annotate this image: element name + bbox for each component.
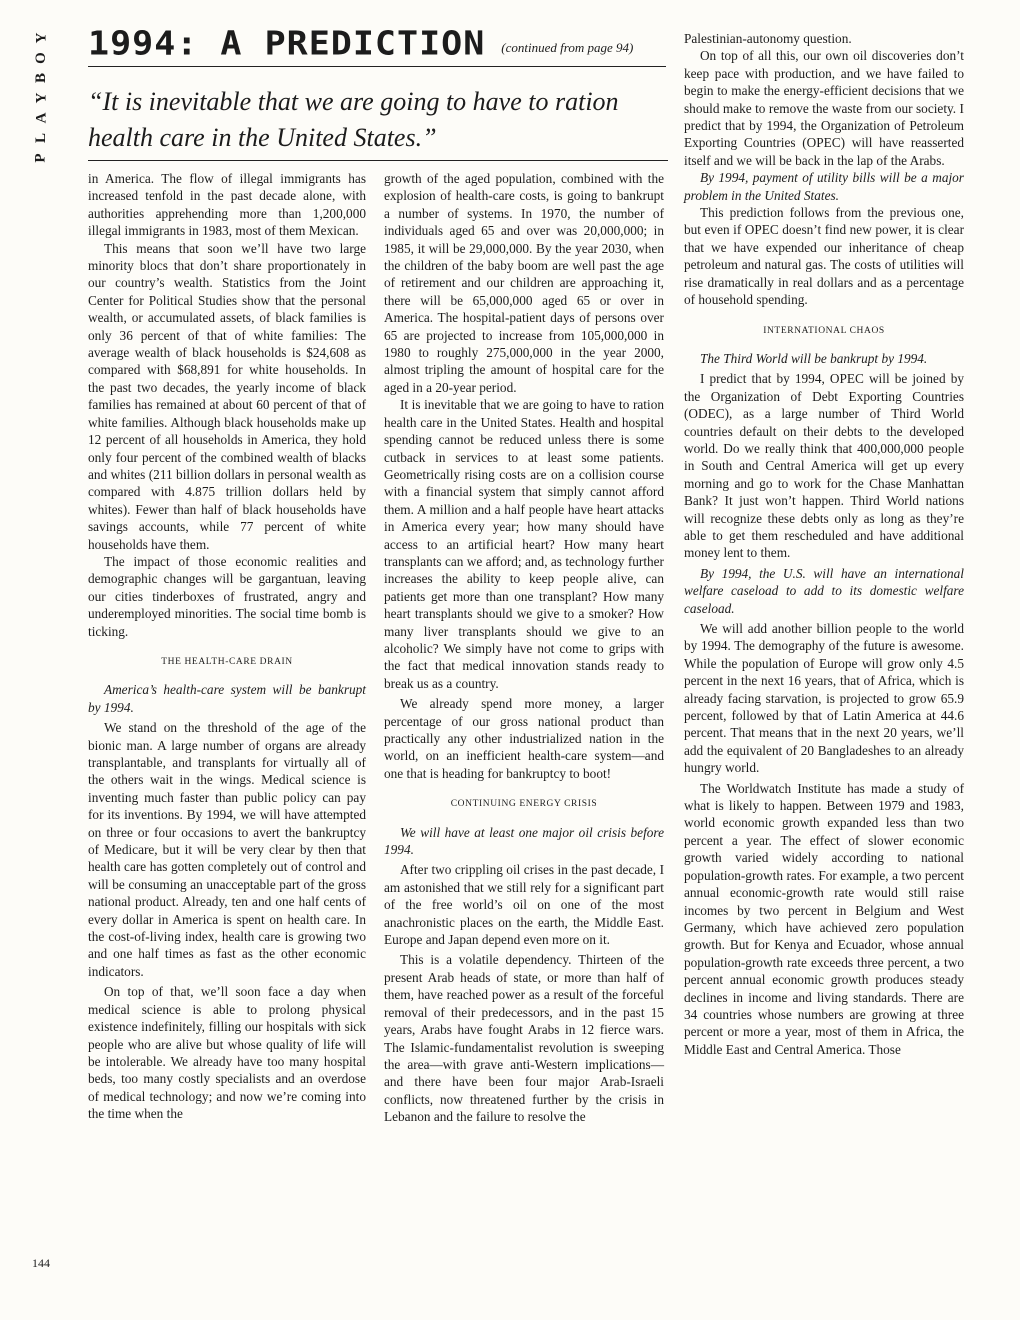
column-3 [684, 30, 964, 1058]
page-number: 144 [32, 1256, 50, 1270]
paragraph: The impact of those economic realities and demographic changes will be gargantuan, leaving our cities tinderboxes of frustrated, angry and underemployed minorities. The social time bomb is ticking. [88, 553, 366, 639]
paragraph: After two crippling oil crises in the past decade, I am astonished that we still rely for a significant part of the free world’s oil on one of the most anachronistic places on the earth, the Middle East. Europe and Japan depend even more on it. [384, 862, 664, 948]
prediction-statement: The Third World will be bankrupt by 1994. [699, 350, 928, 366]
prediction-statement: By 1994, the U.S. will have an international welfare caseload to add to its domestic welfare caseload. [684, 565, 964, 616]
paragraph: On top of all this, our own oil discoveries don’t keep pace with production, and we have failed to begin to make the energy-efficient decisions that we should make to remove the waste from our society. I predict that by 1994, the Organization of Petroleum Exporting Countries (OPEC) will have reasserted itself and we will be back in the lap of the Arabs. [684, 48, 964, 168]
divider [88, 160, 668, 161]
paragraph: On top of that, we’ll soon face a day when medical science is able to prolong physical existence indefinitely, filling our hospitals with sick people who are alive but whose quality of life will be intolerable. We already have too many hospital beds, too many costly specialists and an overdose of medical technology; and now we’re coming into the time when the [88, 984, 366, 1122]
paragraph: The Worldwatch Institute has made a study of what is likely to happen. Between 1979 and 1983, world economic growth expanded less than two percent a year. The effect of slower economic growth varied widely according to national population-growth rates. For example, a two percent annual economic-growth rate would still raise incomes by two percent in Belgium and West Germany, which have achieved zero population growth. But for Kenya and Ecuador, whose annual population-growth rate exceeds three percent, a two percent annual economic growth produces steady declines in income and living standards. There are 34 countries whose numbers are growing at three percent or more a year, most of them in Africa, the Middle East and Central America. Those [684, 780, 964, 1057]
magazine-letter: L [32, 132, 49, 144]
paragraph: We already spend more money, a larger percentage of our gross national product than practically any other industrialized nation in the world, on an inefficient health-care system—and one that is heading for bankruptcy to boot! [384, 696, 664, 781]
paragraph: We will add another billion people to the world by 1994. The demography of the future is awesome. While the population of Europe will grow only 4.5 percent in the next 16 years, that of Africa, which is already facing starvation, is projected to grow 65.9 percent, followed by that of Latin America at 44.6 percent. That means that in the next 20 years, we’ll add the equivalent of 20 Bangladeshes to an already hungry world. [684, 621, 964, 776]
paragraph: We stand on the threshold of the age of the bionic man. A large number of organs are already transplantable, and transplants for virtually all of the others wait in the wings. Medical science is inventing much faster than public policy can pay for its inventions. By 1994, we will have attempted on three or four occasions to avert the bankruptcy of Medicare, but it will be very clear by then that health care has gotten completely out of control and will be consuming an unacceptable part of the gross national product. Already, ten and one half cents of every dollar in America is spent on health care. In the cost-of-living index, health care is growing two and one half times as fast as the other economic indicators. [88, 720, 366, 979]
section-heading: CONTINUING ENERGY CRISIS [450, 799, 598, 810]
magazine-letter: Y [33, 32, 49, 44]
magazine-name-vertical [30, 28, 52, 168]
paragraph: Palestinian-autonomy question. [684, 31, 852, 46]
paragraph: growth of the aged population, combined with the explosion of health-care costs, is going to bankrupt a number of systems. In 1970, the number of individuals aged 65 and over was 20,000,000; in 1985, it will be 29,000,000. By the year 2030, when the children of the baby boom are well past the age of retirement and our children are approaching it, there will be 65,000,000 aged 65 or over in America. The hospital-patient days of persons over 65 are projected to increase from 105,000,000 in 1980 to roughly 275,000,000 in the year 2000, almost tripling the amount of hospital care for the aged in a 20-year period. [384, 171, 664, 395]
column-2 [384, 170, 664, 1126]
paragraph: I predict that by 1994, OPEC will be joined by the Organization of Debt Exporting Countries (ODEC), as a large number of Third World countries default on their debts to the developed world. Do we really think that 400,000,000 people in South and Central America will get up every morning and go to work for the Chase Manhattan Bank? It just won’t happen. Third World nations will recognize these debts only as long as they’re able to get them rescheduled and have additional money lent to them. [684, 371, 964, 561]
section-heading: THE HEALTH-CARE DRAIN [161, 656, 293, 667]
magazine-letter: B [32, 72, 49, 84]
paragraph: This is a volatile dependency. Thirteen of the present Arab heads of state, or more than half of them, have reached power as a result of the forceful removal of their predecessors, and in the past 15 years, Arabs have fought Arabs in 12 fierce wars. The Islamic-fundamentalist revolution is sweeping the area—with grave anti-Western implications—and there have been four major Arab-Israeli conflicts, now threatened further by the crisis in Lebanon and the failure to resolve the [384, 952, 664, 1125]
article-title: 1994: A PREDICTION [88, 25, 486, 63]
prediction-statement: America’s health-care system will be bankrupt by 1994. [88, 682, 366, 715]
article-header [88, 26, 666, 67]
prediction-statement: We will have at least one major oil crisis before 1994. [384, 824, 664, 858]
prediction-statement: By 1994, payment of utility bills will be a major problem in the United States. [684, 170, 964, 203]
paragraph: This means that soon we’ll have two large minority blocs that don’t share proportionately in our country’s wealth. Statistics from the Joint Center for Political Studies show that the personal wealth, or accumulated assets, of black families is only 36 percent of that of white families: The average wealth of black households is $24,608 as compared with $68,891 for white households. In the past two decades, the yearly income of black families has remained at about 60 percent of that of white families. Although black households make up 12 percent of all households in America, they hold only four percent of the combined wealth of blacks and whites (211 billion dollars in personal wealth as compared with 4.875 trillion dollars held by whites). Fewer than half of black households have savings accounts, while 77 percent of white households have them. [88, 240, 366, 552]
paragraph: It is inevitable that we are going to have to ration health care in the United States. Health and hospital spending cannot be reduced unless there is some cutback in services to at least some patients. Geometrically rising costs are on a collision course with a financial system that simply cannot afford them. A million and a half people have heart attacks in America every year; how many should have access to an artificial heart? How many heart transplants can we afford; and, as technology further increases the ability to keep people alive, can patients get more than one transplant? How many heart transplants should we give to a smoker? How many liver transplants should we give to an alcoholic? We simply have not come to grips with the fact that medical innovation stands ready to break us as a country. [384, 397, 664, 691]
section-heading: INTERNATIONAL CHAOS [763, 325, 885, 336]
magazine-letter: Y [33, 92, 49, 104]
magazine-letter: P [32, 153, 49, 163]
magazine-letter: O [32, 52, 49, 64]
magazine-letter: A [33, 112, 49, 124]
column-1 [88, 170, 366, 1123]
paragraph: This prediction follows from the previous one, but even if OPEC doesn’t find new power, it is clear that we have expended our inheritance of cheap petroleum and natural gas. The costs of utilities will rise dramatically in real dollars and as a percentage of household spending. [684, 205, 964, 308]
pull-quote: “It is inevitable that we are going to have to ration health care in the United States.” [88, 87, 619, 152]
continued-note: (continued from page 94) [501, 40, 634, 55]
paragraph: in America. The flow of illegal immigrants has increased tenfold in the past decade alone, with authorities apprehending more than 1,200,000 illegal immigrants in 1983, most of them Mexican. [88, 171, 366, 239]
